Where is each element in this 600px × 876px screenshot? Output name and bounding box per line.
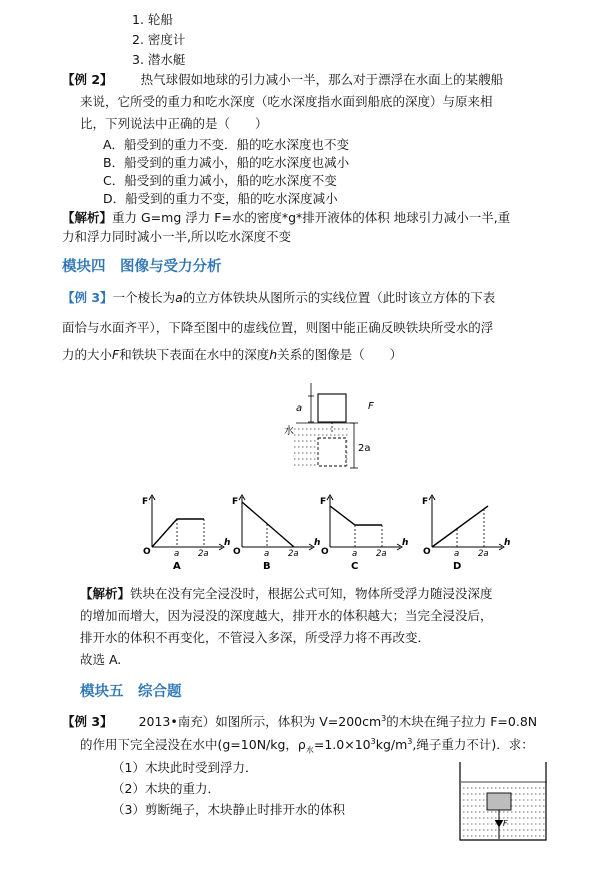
analysis-line: 故选 A.: [80, 652, 122, 667]
question-item: （3）剪断绳子，木块静止时排开水的体积: [112, 802, 345, 817]
option-d: D．船受到的重力不变，船的吃水深度减小: [103, 191, 338, 206]
cube-dashed: [318, 438, 346, 466]
cube-water-figure: [276, 380, 386, 472]
svg-text:2a: 2a: [198, 549, 209, 559]
svg-text:2a: 2a: [288, 549, 299, 559]
question-item: （2）木块的重力．: [112, 781, 220, 796]
svg-text:a: a: [174, 549, 180, 559]
analysis-label: 【解析】: [80, 586, 131, 601]
example-label: 【例 3】: [62, 714, 113, 729]
example-label: 【例 3】: [62, 290, 113, 305]
question-item: （1）木块此时受到浮力．: [112, 760, 258, 775]
graph-letter: C: [351, 561, 359, 572]
example-3b-line-2: 的作用下完全浸没在水中(g=10N/kg，$\rho_水=1.0\times 10^3kg/m^3$,绳子重力不计)．求：: [80, 736, 534, 755]
module-4-heading: 模块四 图像与受力分析: [62, 259, 222, 275]
graph-d-line: [432, 506, 488, 547]
graph-letter: B: [263, 561, 271, 572]
svg-text:h: h: [314, 538, 320, 548]
graph-d: [420, 492, 510, 572]
svg-text:2a: 2a: [376, 549, 387, 559]
example-2-question: [62, 70, 503, 88]
example-3-line-3: 力的大小F和铁块下表面在水中的深度h关系的图像是（ ）: [62, 347, 403, 362]
figure-label-F: F: [368, 401, 374, 412]
list-item: 2. 密度计: [132, 32, 186, 47]
svg-text:h: h: [504, 538, 510, 548]
graph-b-line: [242, 502, 294, 547]
question-line: 热气球假如地球的引力减小一半，那么对于漂浮在水面上的某艘船: [140, 72, 504, 87]
graph-a: [140, 492, 230, 572]
svg-text:h: h: [224, 538, 230, 548]
graph-a-line: [152, 519, 204, 547]
cube-solid: [318, 394, 346, 422]
example-3-line-1: 【例 3】一个棱长为a的立方体铁块从图所示的实线位置（此时该立方体的下表: [62, 290, 496, 305]
figure-label-2a: 2a: [358, 443, 371, 454]
analysis-line: 【解析】重力 G=mg 浮力 F=水的密度*g*排开液体的体积 地球引力减小一半,重: [62, 210, 511, 225]
question-line: 来说，它所受的重力和吃水深度（吃水深度指水面到船底的深度）与原来相: [80, 94, 493, 109]
option-c: C．船受到的重力减小，船的吃水深度不变: [103, 173, 337, 188]
analysis-label: 【解析】: [62, 210, 113, 225]
svg-text:a: a: [264, 549, 270, 559]
analysis-line: 力和浮力同时减小一半,所以吃水深度不变: [62, 229, 291, 244]
svg-text:F: F: [422, 497, 429, 507]
list-item: 1. 轮船: [132, 12, 173, 27]
svg-text:F: F: [232, 497, 239, 507]
container-figure: [455, 760, 551, 844]
svg-text:O: O: [143, 547, 151, 557]
graph-letter: A: [173, 561, 181, 572]
figure-label-water: 水: [284, 426, 294, 437]
wood-block: [487, 793, 511, 810]
svg-text:2a: 2a: [478, 549, 489, 559]
svg-text:F: F: [320, 497, 327, 507]
svg-text:a: a: [454, 549, 460, 559]
example-3-line-2: 面恰与水面齐平），下降至图中的虚线位置，则图中能正确反映铁块所受水的浮: [62, 320, 494, 335]
analysis-line: 排开水的体积不再变化，不管浸入多深，所受浮力将不再改变．: [80, 630, 431, 645]
question-line: 比，下列说法中正确的是（ ）: [80, 116, 268, 131]
option-a: A．船受到的重力不变．船的吃水深度也不变: [103, 137, 350, 152]
svg-text:a: a: [352, 549, 358, 559]
graph-letter: D: [453, 561, 462, 572]
svg-text:O: O: [423, 547, 431, 557]
graph-b: [230, 492, 320, 572]
analysis-line: 的增加而增大，因为浸没的深度越大，排开水的体积越大；当完全浸没后，: [80, 608, 493, 623]
svg-text:h: h: [402, 538, 408, 548]
module-5-heading: 模块五 综合题: [80, 684, 182, 700]
analysis-line: 【解析】铁块在没有完全浸没时，根据公式可知，物体所受浮力随浸没深度: [80, 586, 493, 601]
svg-text:O: O: [233, 547, 241, 557]
example-label: 【例 2】: [62, 72, 113, 87]
option-b: B．船受到的重力减小，船的吃水深度也减小: [103, 155, 350, 170]
list-item: 3. 潜水艇: [132, 52, 186, 67]
figure-label-F: F: [503, 819, 508, 828]
svg-text:O: O: [321, 547, 329, 557]
example-3b-line-1: 【例 3】 2013•南充）如图所示，体积为 $V=200cm^3$的木块在绳子拉力 F=0.8N: [62, 713, 538, 729]
svg-text:F: F: [142, 497, 149, 507]
graph-c: [318, 492, 408, 572]
figure-label-a: a: [296, 403, 303, 414]
graph-c-line: [330, 506, 382, 525]
